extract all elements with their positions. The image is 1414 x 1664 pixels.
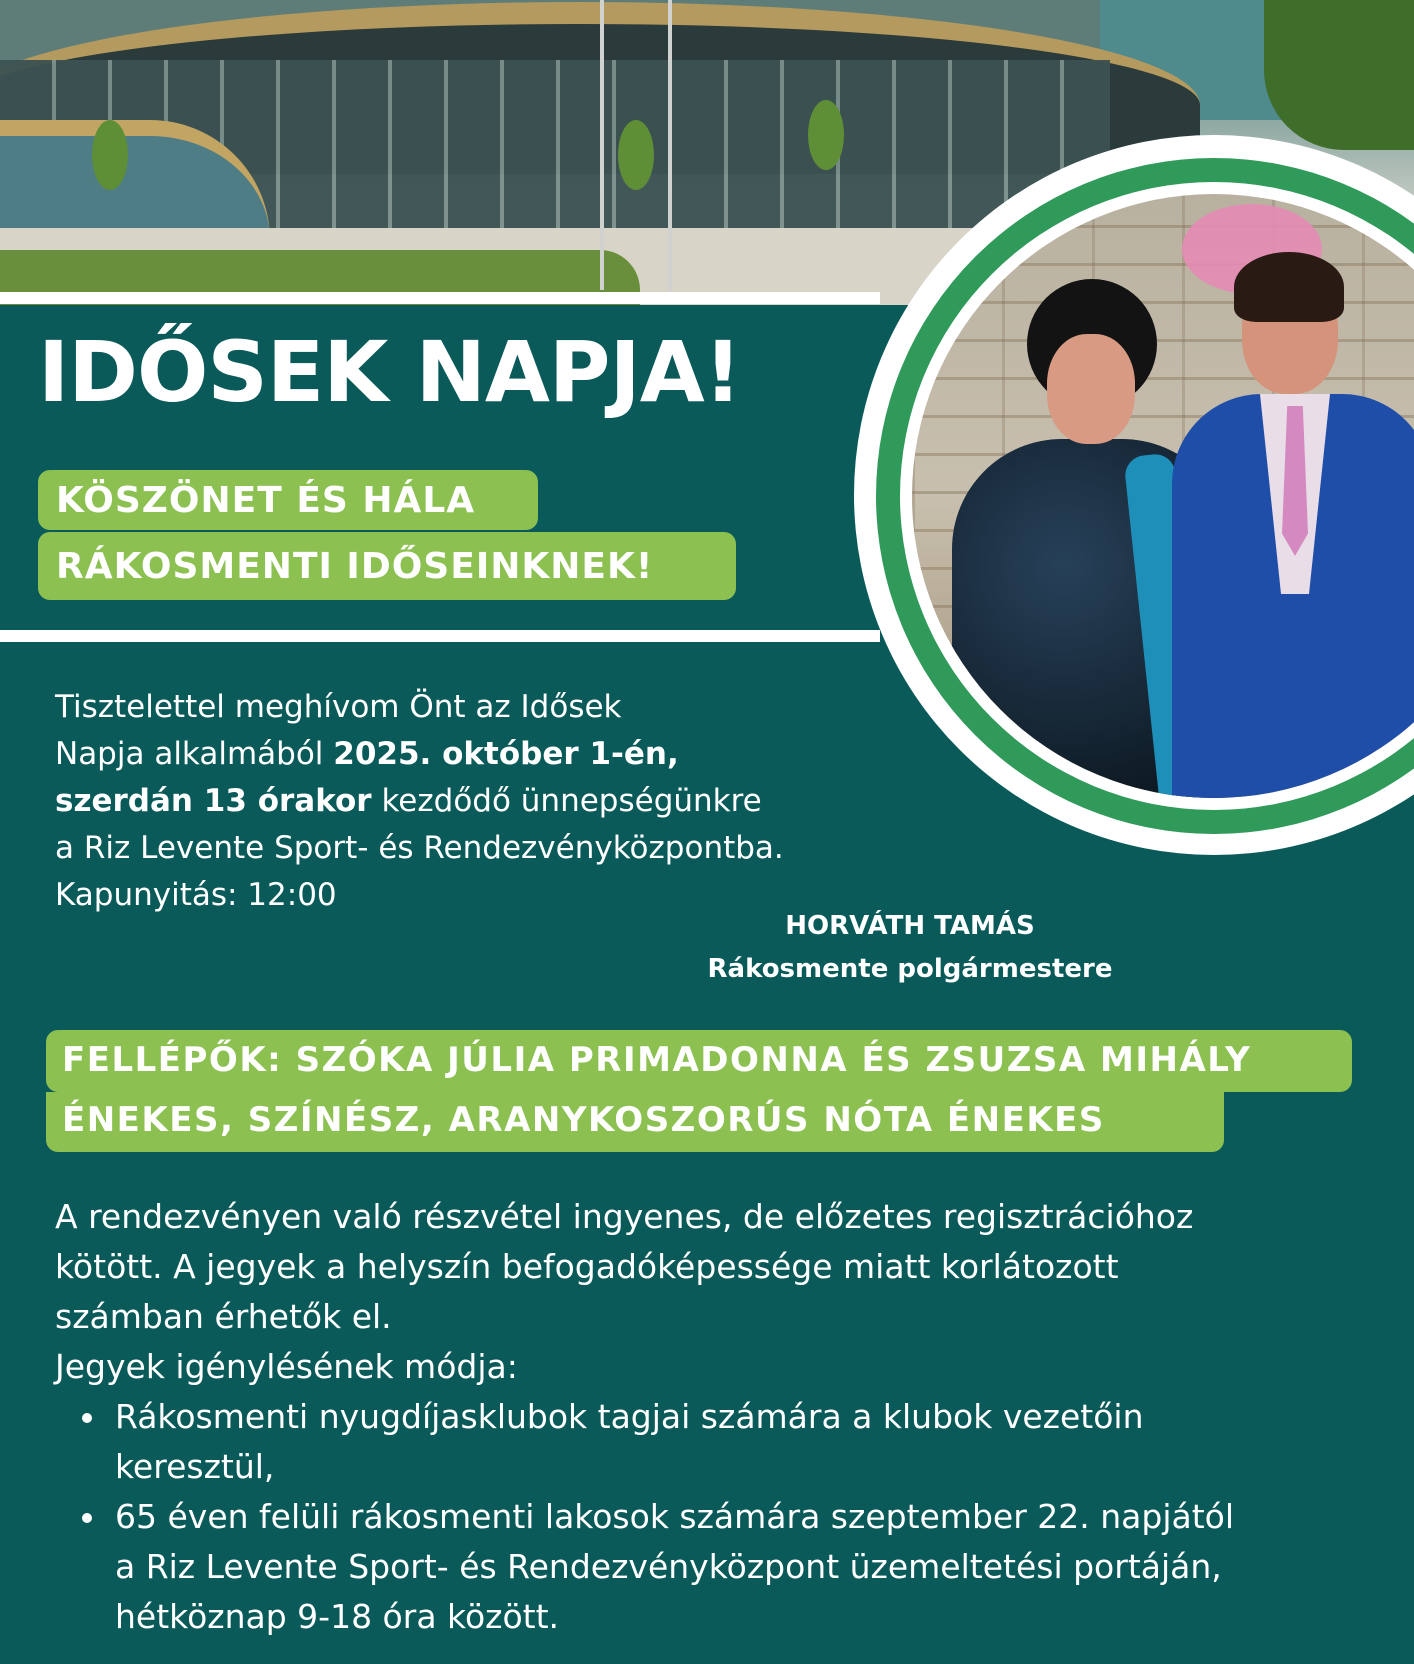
event-time: szerdán 13 órakor — [55, 783, 372, 819]
gate-opening: Kapunyitás: 12:00 — [55, 877, 337, 913]
performers-photo — [912, 194, 1414, 798]
info-paragraph-line: számban érhetők el. — [55, 1297, 392, 1336]
invitation-line: Tisztelettel meghívom Önt az Idősek — [55, 689, 622, 725]
page-title: IDŐSEK NAPJA! — [38, 323, 742, 421]
performers-line2: ÉNEKES, SZÍNÉSZ, ARANYKOSZORÚS NÓTA ÉNEKES — [62, 1100, 1105, 1140]
subtitle-line2: RÁKOSMENTI IDŐSEINKNEK! — [56, 546, 654, 587]
info-paragraph-line: A rendezvényen való részvétel ingyenes, de előzetes regisztrációhoz — [55, 1197, 1194, 1236]
subtitle-line1: KÖSZÖNET ÉS HÁLA — [56, 480, 476, 521]
signature — [640, 905, 1180, 991]
invitation-text — [55, 684, 875, 919]
info-paragraph-line: kötött. A jegyek a helyszín befogadóképessége miatt korlátozott — [55, 1247, 1119, 1286]
bullet-icon — [82, 1413, 92, 1423]
signature-name: HORVÁTH TAMÁS — [785, 911, 1035, 941]
event-date: 2025. október 1-én, — [333, 736, 679, 772]
ticket-heading: Jegyek igénylésének módja: — [55, 1347, 518, 1386]
signature-role: Rákosmente polgármestere — [707, 954, 1113, 984]
event-venue: a Riz Levente Sport- és Rendezvényközpontba. — [55, 830, 784, 866]
performers-line1: FELLÉPŐK: SZÓKA JÚLIA PRIMADONNA ÉS ZSUZSA MIHÁLY — [62, 1040, 1252, 1080]
performers-badge-line2 — [46, 1092, 1224, 1152]
ticket-info — [55, 1192, 1375, 1642]
invitation-line: szerdán 13 órakor kezdődő ünnepségünkre — [55, 783, 762, 819]
middle-divider — [0, 630, 880, 642]
subtitle-badge-line1 — [38, 470, 538, 530]
ticket-methods-list — [55, 1392, 1375, 1642]
subtitle-badge-line2 — [38, 532, 736, 600]
bullet-icon — [82, 1513, 92, 1523]
list-item: 65 éven felüli rákosmenti lakosok számára szeptember 22. napjától a Riz Levente Sport- és Rendezvényközpont üzemeltetési portáján, hétköznap 9-18 óra között. — [55, 1492, 1375, 1642]
list-item: Rákosmenti nyugdíjasklubok tagjai számára a klubok vezetőin keresztül, — [55, 1392, 1375, 1492]
top-divider — [0, 292, 880, 304]
performers-badge-line1 — [46, 1030, 1352, 1092]
invitation-line: Napja alkalmából 2025. október 1-én, — [55, 736, 679, 772]
